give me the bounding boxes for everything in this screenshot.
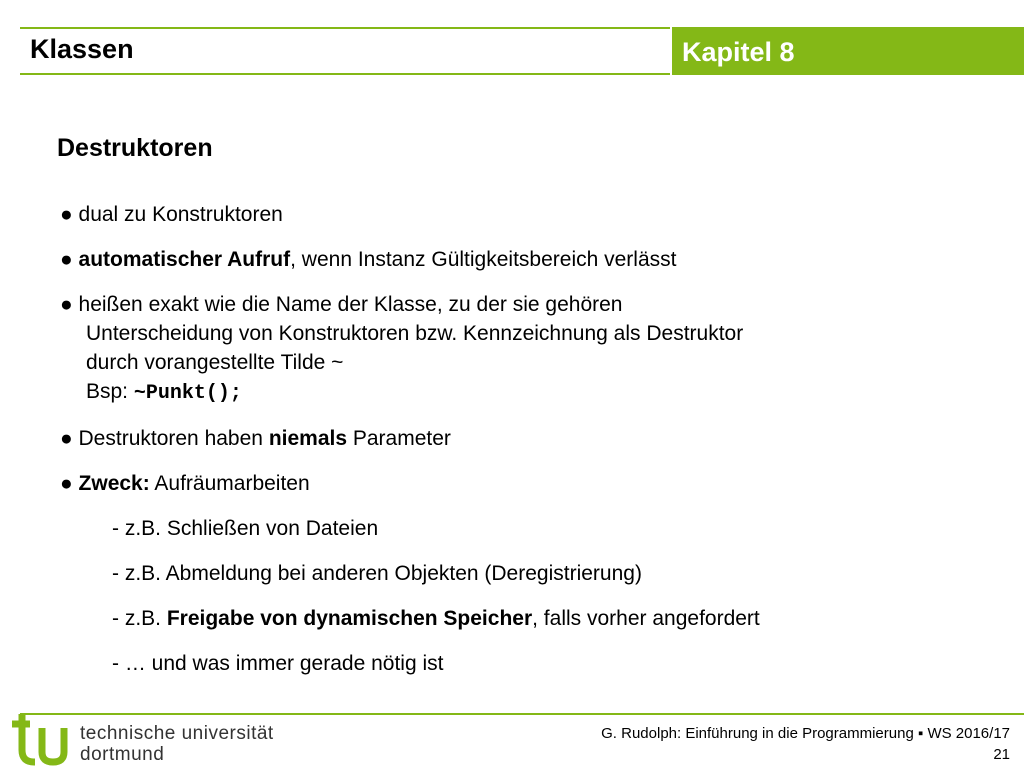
tu-dortmund-logo — [8, 716, 298, 768]
header-top-line — [20, 27, 670, 29]
university-name-line-2: dortmund — [80, 744, 165, 765]
slide-title: Klassen — [30, 34, 134, 64]
section-title: Destruktoren — [57, 134, 213, 162]
footer-credit-text: G. Rudolph: Einführung in die Programmierung ▪ WS 2016/17 — [601, 725, 1010, 742]
chapter-badge: Kapitel 8 — [672, 27, 1024, 75]
emphasis-automatic-call: automatischer Aufruf — [78, 248, 291, 271]
emphasis-never: niemals — [268, 427, 348, 450]
bullet-prefix: ● — [60, 248, 79, 271]
tilde-line: durch vorangestellte Tilde ~ — [86, 351, 344, 374]
footer-credit — [601, 723, 1010, 765]
page-number: 21 — [993, 746, 1010, 763]
bullet-naming: ● heißen exakt wie die Name der Klasse, zu der sie gehören — [60, 293, 623, 316]
example-code: ~Punkt(); — [133, 382, 242, 405]
bullet-text: , wenn Instanz Gültigkeitsbereich verlässt — [290, 248, 677, 271]
bullet-text: Aufräumarbeiten — [149, 472, 310, 495]
university-name-line-1: technische universität — [80, 723, 274, 744]
footer-line — [20, 713, 1024, 715]
purpose-free-memory — [60, 604, 760, 633]
header-bottom-line — [20, 73, 670, 75]
slide-header — [0, 0, 1024, 78]
naming-detail-line: Unterscheidung von Konstruktoren bzw. Kennzeichnung als Destruktor — [86, 322, 744, 345]
university-name — [80, 723, 274, 765]
purpose-close-files: - z.B. Schließen von Dateien — [112, 517, 379, 540]
tu-logo-icon — [8, 712, 70, 768]
emphasis-purpose: Zweck: — [78, 472, 150, 495]
bullet-dual: ● dual zu Konstruktoren — [60, 203, 283, 226]
purpose-deregistration: - z.B. Abmeldung bei anderen Objekten (Deregistrierung) — [112, 562, 642, 585]
example-label: Bsp: — [86, 380, 134, 403]
slide-content — [60, 200, 760, 678]
emphasis-free-memory: Freigabe von dynamischen Speicher — [166, 607, 533, 630]
bullet-prefix: ● — [60, 472, 79, 495]
bullet-purpose — [60, 469, 760, 498]
bullet-no-parameters — [60, 424, 760, 453]
bullet-text: - z.B. — [112, 607, 167, 630]
purpose-whatever-needed: - … und was immer gerade nötig ist — [112, 652, 444, 675]
bullet-text: , falls vorher angefordert — [532, 607, 760, 630]
bullet-text: Parameter — [347, 427, 451, 450]
example-line — [60, 377, 760, 408]
bullet-text: ● Destruktoren haben — [60, 427, 269, 450]
bullet-automatic-call — [60, 245, 760, 274]
